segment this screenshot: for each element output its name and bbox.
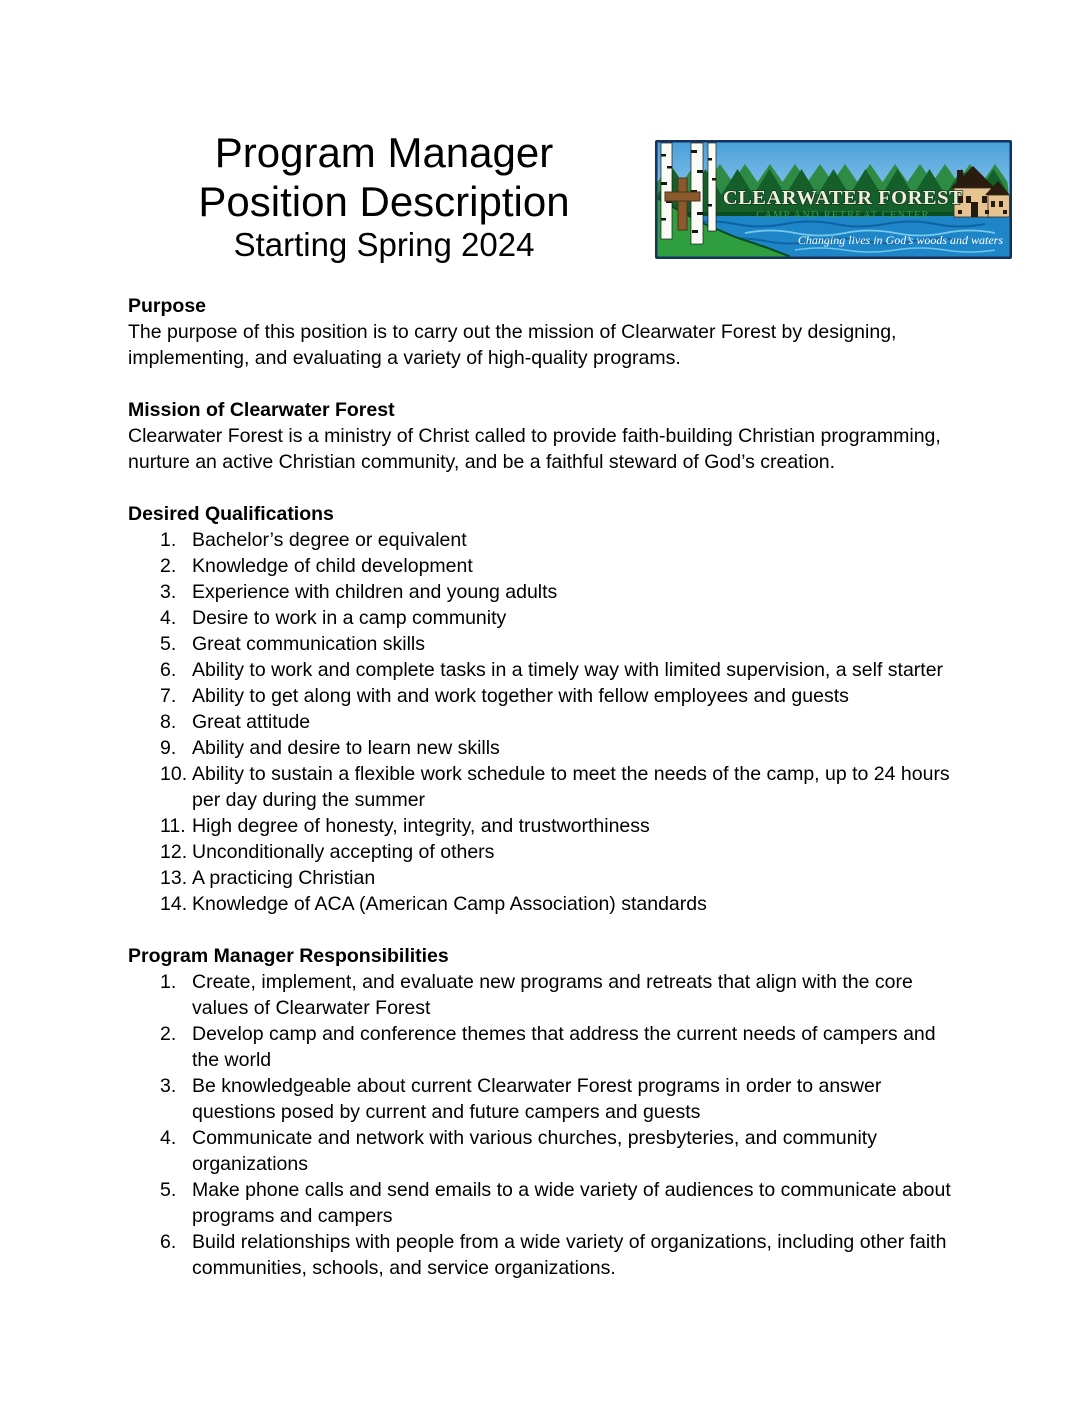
mission-heading: Mission of Clearwater Forest [128,399,395,421]
section-responsibilities [128,943,960,1281]
section-mission [128,397,960,475]
mission-body: Clearwater Forest is a ministry of Christ called to provide faith-building Christian programming, nurture an active Christian community, and be a faithful steward of God’s creation. [128,425,941,473]
qualification-item: Great communication skills [192,633,425,655]
qualification-item: Ability and desire to learn new skills [192,737,500,759]
responsibility-item: Make phone calls and send emails to a wide variety of audiences to communicate about programs and campers [192,1179,951,1227]
section-purpose [128,293,960,371]
title-line-1: Program Manager [214,129,554,176]
qualification-item: Ability to sustain a flexible work schedule to meet the needs of the camp, up to 24 hours per day during the summer [192,763,950,811]
qualifications-list [128,527,960,917]
qualification-item: Desire to work in a camp community [192,607,507,629]
logo-wordmark: CLEARWATER FOREST [722,187,964,209]
qualification-item: Experience with children and young adults [192,581,558,603]
responsibilities-heading: Program Manager Responsibilities [128,945,449,967]
responsibility-item: Build relationships with people from a wide variety of organizations, including other faith communities, schools, and service organizations. [192,1231,947,1279]
responsibility-item: Be knowledgeable about current Clearwater Forest programs in order to answer questions posed by current and future campers and guests [192,1075,882,1123]
document-title [128,128,640,264]
section-qualifications [128,501,960,917]
logo-sub-wordmark: CAMP AND RETREAT CENTER [756,210,930,221]
title-line-2: Position Description [198,178,570,225]
qualifications-heading: Desired Qualifications [128,503,334,525]
responsibility-item: Communicate and network with various churches, presbyteries, and community organizations [192,1127,877,1175]
qualification-item: Ability to work and complete tasks in a timely way with limited supervision, a self starter [192,659,944,681]
qualification-item: Knowledge of child development [192,555,473,577]
responsibility-item: Develop camp and conference themes that address the current needs of campers and the world [192,1023,936,1071]
document-header [128,128,1003,264]
document-subtitle: Starting Spring 2024 [233,226,535,263]
logo-tagline: Changing lives in God’s woods and waters [797,233,1003,247]
qualification-item: High degree of honesty, integrity, and trustworthiness [192,815,650,837]
responsibilities-list [128,969,960,1281]
qualification-item: Knowledge of ACA (American Camp Association) standards [192,893,707,915]
purpose-body: The purpose of this position is to carry out the mission of Clearwater Forest by designing, implementing, and evaluating a variety of high-quality programs. [128,321,897,369]
org-logo [655,140,1012,259]
purpose-heading: Purpose [128,295,207,317]
qualification-item: Great attitude [192,711,311,733]
qualification-item: A practicing Christian [192,867,376,889]
responsibility-item: Create, implement, and evaluate new programs and retreats that align with the core values of Clearwater Forest [192,971,913,1019]
clearwater-forest-logo-image [655,140,1012,259]
qualification-item: Ability to get along with and work together with fellow employees and guests [192,685,849,707]
qualification-item: Bachelor’s degree or equivalent [192,529,467,551]
qualification-item: Unconditionally accepting of others [192,841,495,863]
